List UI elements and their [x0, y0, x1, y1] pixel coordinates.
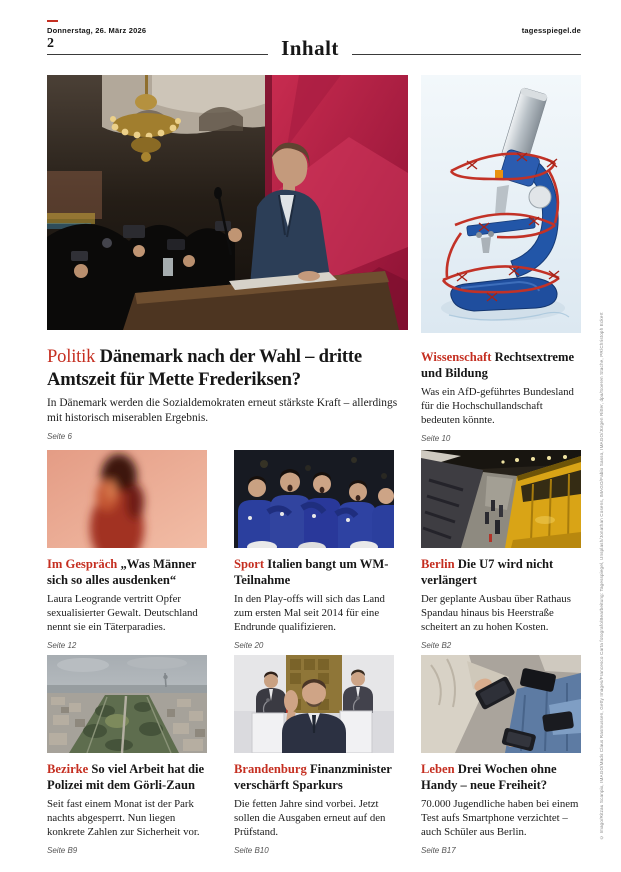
story-kicker: Sport: [234, 557, 265, 571]
story-headline: [47, 556, 211, 588]
photo-brandenburg[interactable]: [234, 655, 394, 753]
story-berlin[interactable]: [421, 556, 585, 650]
story-title: Italien bangt um WM-Teilnahme: [234, 557, 389, 587]
story-title: Drei Wochen ohne Handy – neue Freiheit?: [421, 762, 557, 792]
issue-date: Donnerstag, 26. März 2026: [47, 26, 147, 35]
story-page-ref: Seite B17: [421, 845, 456, 855]
story-kicker: Bezirke: [47, 762, 89, 776]
story-title: „Was Männer sich so alles ausdenken“: [47, 557, 197, 587]
photo-leben[interactable]: [421, 655, 581, 753]
photo-credits: © Imago/Ritzau Scanpix, IMAGO/Mads Claus Rasmussen, Getty Images/Francesco Carta fotografo/Bearbeitung: Tagesspiegel, Unsplash/Jonathan Cosens, IMAGO/Fabio Sasso, IMAGO/Jürgen Ritter, dpa/Soeren Stache, PR/Christoph Eckert: [599, 312, 604, 840]
story-headline: [234, 761, 398, 793]
red-crop-mark: [47, 20, 58, 22]
page-title: Inhalt: [281, 36, 339, 60]
story-page-ref: Seite B10: [234, 845, 269, 855]
story-teaser: In den Play-offs will sich das Land zum ersten Mal seit 2014 für eine Endrunde qualifizieren.: [234, 593, 385, 634]
story-page-ref: Seite 12: [47, 640, 77, 650]
story-kicker: Wissenschaft: [421, 350, 492, 364]
story-kicker: Leben: [421, 762, 455, 776]
story-teaser: In Dänemark werden die Sozialdemokraten erneut stärkste Kraft – allerdings mit historisch miserablen Ergebnis.: [47, 397, 398, 424]
photo-gespraech[interactable]: [47, 450, 207, 548]
story-teaser: Seit fast einem Monat ist der Park nachts abgesperrt. Nun liegen konkrete Zahlen zur Sicherheit vor.: [47, 798, 200, 839]
finance-minister-oath-image: [234, 655, 394, 753]
politik-press-conference-image: [47, 75, 408, 330]
story-headline: [421, 761, 585, 793]
story-kicker: Im Gespräch: [47, 557, 118, 571]
story-politik[interactable]: [47, 345, 409, 441]
story-headline: [47, 761, 211, 793]
story-gespraech[interactable]: [47, 556, 211, 650]
story-page-ref: Seite B9: [47, 845, 78, 855]
story-leben[interactable]: [421, 761, 585, 855]
photo-bezirke[interactable]: [47, 655, 207, 753]
story-headline: [421, 349, 583, 381]
microscope-barbed-wire-image: [421, 75, 581, 333]
photo-berlin[interactable]: [421, 450, 581, 548]
story-teaser: Die fetten Jahre sind vorbei. Jetzt sollen die Ausgaben erneut auf den Prüfstand.: [234, 798, 386, 839]
story-title: Dänemark nach der Wahl – dritte Amtszeit für Mette Frederiksen?: [47, 346, 362, 390]
story-headline: [421, 556, 585, 588]
story-page-ref: Seite 6: [47, 432, 72, 441]
story-title: So viel Arbeit hat die Polizei mit dem Görli-Zaun: [47, 762, 205, 792]
story-kicker: Berlin: [421, 557, 455, 571]
story-teaser: Der geplante Ausbau über Rathaus Spandau hinaus bis Heerstraße scheitert an zu hohen Kosten.: [421, 593, 571, 634]
header-rule-right: [352, 54, 581, 55]
italy-football-team-image: [234, 450, 394, 548]
story-headline: [234, 556, 398, 588]
story-bezirke[interactable]: [47, 761, 211, 855]
story-brandenburg[interactable]: [234, 761, 398, 855]
story-teaser: Was ein AfD-geführtes Bundesland für die Hochschullandschaft bedeuten könnte.: [421, 386, 574, 427]
story-kicker: Politik: [47, 346, 96, 367]
photo-wissenschaft[interactable]: [421, 75, 581, 333]
story-teaser: 70.000 Jugendliche haben bei einem Test aufs Smartphone verzichtet – auch Schüler aus Berlin.: [421, 798, 579, 839]
page-number: 2: [47, 36, 54, 51]
abstract-red-silhouette-image: [47, 450, 207, 548]
story-title: Rechtsextreme und Bildung: [421, 350, 575, 380]
story-title: Finanzminister verschärft Sparkurs: [234, 762, 392, 792]
header-rule-left: [47, 54, 268, 55]
story-page-ref: Seite B2: [421, 640, 452, 650]
story-sport[interactable]: [234, 556, 398, 650]
story-page-ref: Seite 10: [421, 433, 451, 443]
goerlitzer-park-aerial-image: [47, 655, 207, 753]
story-title: Die U7 wird nicht verlängert: [421, 557, 554, 587]
site-url: tagesspiegel.de: [521, 26, 581, 35]
photo-politik[interactable]: [47, 75, 408, 330]
story-headline: [47, 345, 409, 391]
story-teaser: Laura Leogrande vertritt Opfer sexualisierter Gewalt. Deutschland nennt sie ein Täterparadies.: [47, 593, 198, 634]
smartphones-hands-image: [421, 655, 581, 753]
story-wissenschaft[interactable]: [421, 349, 583, 443]
photo-sport[interactable]: [234, 450, 394, 548]
ubahn-station-image: [421, 450, 581, 548]
story-page-ref: Seite 20: [234, 640, 264, 650]
story-kicker: Brandenburg: [234, 762, 307, 776]
